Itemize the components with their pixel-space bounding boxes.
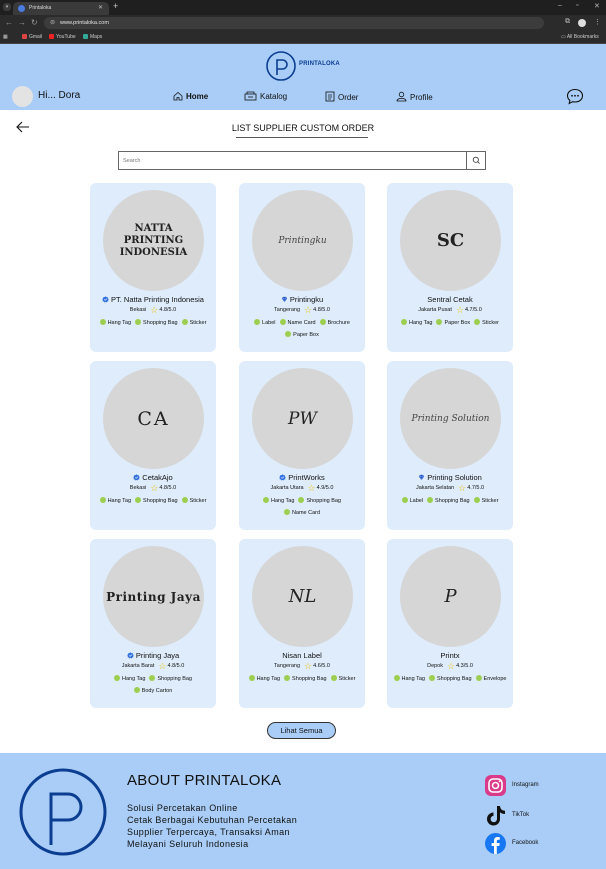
supplier-tags [92,317,214,329]
about-line: Melayani Seluruh Indonesia [127,839,249,849]
supplier-card[interactable] [90,361,216,530]
category-tag [436,317,470,329]
supplier-card[interactable] [239,183,365,352]
tag-dot-icon [394,675,400,681]
supplier-card[interactable] [239,361,365,530]
tag-dot-icon [135,319,141,325]
verified-icon [127,652,134,659]
tag-label: Hang Tag [107,320,132,326]
category-tag [298,495,341,507]
about-line: Solusi Percetakan Online [127,803,238,813]
supplier-rating: 4.7/5.0 [464,307,482,313]
category-tag [100,495,131,507]
profile-icon[interactable] [578,19,586,27]
tag-dot-icon [474,319,480,325]
category-tag [427,495,470,507]
supplier-logo-text: PW [288,408,317,429]
tag-label: Name Card [287,320,316,326]
category-tag [476,673,507,685]
supplier-card[interactable] [387,183,513,352]
tag-dot-icon [100,497,106,503]
supplier-name-row [387,473,513,482]
category-tag [135,495,178,507]
search-input[interactable] [123,155,463,167]
site-info-icon[interactable]: ⊜ [50,20,56,26]
search-button[interactable] [466,152,485,169]
tag-label: Name Card [291,510,321,516]
tag-dot-icon [401,319,407,325]
instagram-icon [484,774,507,797]
supplier-name: Printx [440,651,460,660]
tag-dot-icon [114,675,120,681]
tag-label: Shopping Bag [436,676,472,682]
tag-dot-icon [280,319,286,325]
supplier-name: PrintWorks [288,473,325,482]
back-nav-icon[interactable]: ← [5,18,13,27]
supplier-location: Depok [427,663,443,669]
page-title: LIST SUPPLIER CUSTOM ORDER [231,123,375,133]
supplier-logo-text: Printing Jaya [106,589,201,604]
supplier-name: Printingku [289,295,324,304]
tag-dot-icon [263,497,269,503]
tab-title: Printaloka [29,5,52,11]
nav-bar [0,83,606,110]
site-header [0,44,606,110]
nav-katalog[interactable]: Katalog [244,91,287,101]
avatar[interactable] [12,86,33,107]
supplier-location: Jakarta Pusat [418,307,452,313]
tag-dot-icon [134,687,140,693]
star-icon: ☆ [447,661,456,671]
supplier-logo [252,368,353,469]
tag-dot-icon [331,675,337,681]
tag-dot-icon [100,319,106,325]
supplier-logo [400,368,501,469]
reload-icon[interactable]: ↻ [31,18,38,27]
tag-dot-icon [320,319,326,325]
supplier-logo [252,190,353,291]
category-tag [285,329,319,341]
bookmark-maps[interactable]: Maps [83,34,102,40]
supplier-logo-text: SC [436,230,465,251]
chat-icon[interactable] [566,88,584,105]
bookmark-youtube[interactable]: YouTube [49,34,76,40]
supplier-tags [92,673,214,697]
supplier-location: Jakarta Barat [121,663,155,669]
tag-label: Shopping Bag [292,676,327,682]
supplier-name-row [239,295,365,304]
supplier-tags [389,317,511,329]
tag-label: Label [409,498,424,504]
supplier-logo [103,368,204,469]
diamond-icon [281,296,288,303]
supplier-tags [241,317,363,341]
tag-dot-icon [285,331,291,337]
supplier-logo [252,546,353,647]
category-tag [280,317,316,329]
tag-label: Hang Tag [409,320,433,326]
category-tag [263,495,294,507]
url-field[interactable] [44,17,544,29]
tag-label: Shopping Bag [435,498,470,504]
category-tag [135,317,178,329]
category-tag [474,317,499,329]
tag-label: Sticker [481,498,499,504]
supplier-logo-text: NATTA PRINTING INDONESIA [119,222,188,258]
category-tag [402,495,423,507]
category-tag [284,673,327,685]
tag-label: Shopping Bag [143,498,178,504]
supplier-logo [103,546,204,647]
supplier-name: Nisan Label [282,651,322,660]
tiktok-icon [484,804,507,827]
tag-label: Hang Tag [121,676,146,682]
supplier-tags [241,673,363,685]
footer: ABOUT PRINTALOKA Solusi Percetakan Online Cetak Berbagai Kebutuhan Percetakan Supplier Terpercaya, Transaksi Aman Melayani Seluruh Indonesia Instagram TikTok Facebook [0,753,606,869]
star-icon: ☆ [150,483,159,493]
category-tag [320,317,350,329]
tag-label: Hang Tag [401,676,425,682]
verified-icon [279,474,286,481]
supplier-rating: 4.8/5.0 [159,307,177,313]
extensions-icon[interactable]: ⧉ [565,18,570,25]
supplier-name: Printing Solution [427,473,482,482]
tag-dot-icon [182,319,188,325]
all-bookmarks[interactable]: ▭ All Bookmarks [561,34,599,40]
tag-label: Shopping Bag [143,320,178,326]
supplier-tags [389,673,511,685]
tag-dot-icon [427,497,433,503]
category-tag [429,673,472,685]
tag-label: Sticker [482,320,499,326]
tag-label: Brochure [327,320,350,326]
close-tab-icon[interactable]: ✕ [97,5,103,11]
supplier-card[interactable] [387,539,513,708]
supplier-card[interactable] [239,539,365,708]
tag-label: Shopping Bag [306,498,341,504]
tag-dot-icon [135,497,141,503]
tag-dot-icon [254,319,260,325]
supplier-logo-text: Printingku [278,235,327,246]
favicon-icon [18,5,25,12]
menu-icon[interactable]: ⋮ [594,19,601,26]
supplier-card[interactable] [90,539,216,708]
category-tag [100,317,131,329]
tag-dot-icon [284,675,290,681]
catalog-icon [244,91,257,101]
tag-dot-icon [284,509,290,515]
printaloka-logo-icon [265,50,297,82]
category-tag [134,685,173,697]
address-bar [0,15,606,32]
bookmarks-bar [0,32,606,44]
search-bar [118,151,486,170]
supplier-rating: 4.8/5.0 [313,307,330,313]
supplier-rating: 4.9/5.0 [316,485,334,491]
supplier-name-row [239,473,365,482]
supplier-logo-text: CA [137,407,170,430]
supplier-name-row [239,651,365,660]
star-icon: ☆ [158,661,167,671]
supplier-logo-text: P [444,586,457,607]
order-icon [325,91,335,102]
star-icon: ☆ [455,305,464,315]
tag-label: Shopping Bag [157,676,192,682]
category-tag [401,317,432,329]
tag-label: Sticker [189,320,207,326]
supplier-meta [90,661,216,672]
tag-label: Hang Tag [256,676,281,682]
supplier-meta [239,661,365,672]
logo-text: PRINTALOKA [299,61,340,67]
url-text: www.printaloka.com [60,20,109,26]
supplier-logo [103,190,204,291]
star-icon: ☆ [458,483,467,493]
title-underline [236,137,368,138]
about-line: Supplier Terpercaya, Transaksi Aman [127,827,290,837]
supplier-card[interactable] [387,361,513,530]
supplier-name: Printing Jaya [135,651,180,660]
supplier-name: PT. Natta Printing Indonesia [111,295,204,304]
tag-dot-icon [476,675,482,681]
supplier-location: Tangerang [274,663,301,669]
supplier-meta [239,305,365,316]
supplier-logo-text: NL [288,586,317,607]
tag-dot-icon [298,497,304,503]
category-tag [254,317,275,329]
tag-label: Envelope [483,676,507,682]
logo[interactable] [265,50,345,80]
supplier-rating: 4.8/5.0 [159,485,177,491]
category-tag [394,673,425,685]
supplier-meta [387,483,513,494]
tag-label: Label [262,320,276,326]
supplier-meta [90,483,216,494]
tag-dot-icon [474,497,480,503]
tag-dot-icon [249,675,255,681]
supplier-name-row [90,473,216,482]
apps-icon[interactable]: ▦ [3,34,8,40]
tag-dot-icon [436,319,442,325]
greeting: Hi... Dora [38,90,81,101]
supplier-tags [389,495,511,507]
tag-dot-icon [149,675,155,681]
category-tag [182,495,207,507]
tag-dot-icon [182,497,188,503]
tag-label: Paper Box [444,320,471,326]
category-tag [331,673,356,685]
tag-label: Sticker [338,676,356,682]
supplier-rating: 4.6/5.0 [313,663,330,669]
supplier-name-row [90,651,216,660]
tag-label: Hang Tag [270,498,295,504]
supplier-logo [400,190,501,291]
category-tag [284,507,320,519]
tag-label: Hang Tag [107,498,132,504]
tag-label: Sticker [189,498,207,504]
footer-logo-icon [18,767,108,857]
nav-order[interactable]: Order [325,91,358,102]
verified-icon [102,296,109,303]
category-tag [474,495,499,507]
supplier-tags [92,495,214,507]
supplier-name: Sentral Cetak [427,295,473,304]
supplier-name-row [90,295,216,304]
user-icon [396,91,407,102]
see-all-button[interactable]: Lihat Semua [267,722,336,739]
supplier-tags [241,495,363,519]
supplier-rating: 4.8/5.0 [167,663,185,669]
nav-home[interactable]: Home [173,91,208,101]
supplier-meta [387,661,513,672]
maximize-icon[interactable]: ▫ [576,2,579,9]
diamond-icon [418,474,425,481]
facebook-icon [484,832,507,855]
folder-icon: ▭ [561,34,567,40]
verified-icon [133,474,140,481]
supplier-meta [387,305,513,316]
supplier-name: CetakAjo [142,473,173,482]
close-window-icon[interactable]: ✕ [594,3,600,10]
star-icon: ☆ [307,483,316,493]
supplier-location: Tangerang [274,307,301,313]
supplier-logo-text: Printing Solution [411,413,490,424]
supplier-name-row [387,295,513,304]
forward-nav-icon[interactable]: → [18,18,26,27]
supplier-location: Bekasi [129,485,147,491]
tag-label: Body Carton [141,688,173,694]
home-icon [173,91,183,101]
supplier-rating: 4.7/5.0 [467,485,485,491]
category-tag [249,673,280,685]
new-tab-icon[interactable]: + [113,1,119,11]
supplier-card[interactable] [90,183,216,352]
supplier-name-row [387,651,513,660]
minimize-icon[interactable]: – [558,2,562,9]
star-icon: ☆ [150,305,159,315]
tab-search-icon[interactable]: ▾ [3,3,11,11]
tag-dot-icon [429,675,435,681]
tag-label: Paper Box [293,332,319,338]
supplier-location: Jakarta Utara [270,485,304,491]
bookmark-gmail[interactable]: Gmail [22,34,42,40]
supplier-rating: 4.3/5.0 [456,663,473,669]
category-tag [114,673,145,685]
category-tag [182,317,207,329]
about-title: ABOUT PRINTALOKA [127,772,282,789]
star-icon: ☆ [304,661,313,671]
browser-tab-bar [0,0,606,15]
nav-profile[interactable]: Profile [396,91,433,102]
about-line: Cetak Berbagai Kebutuhan Percetakan [127,815,298,825]
supplier-meta [239,483,365,494]
supplier-logo [400,546,501,647]
supplier-meta [90,305,216,316]
supplier-location: Jakarta Selatan [415,485,455,491]
browser-tab[interactable] [13,2,109,15]
search-icon [467,152,486,169]
category-tag [149,673,192,685]
tag-dot-icon [402,497,408,503]
star-icon: ☆ [304,305,313,315]
supplier-location: Bekasi [129,307,147,313]
